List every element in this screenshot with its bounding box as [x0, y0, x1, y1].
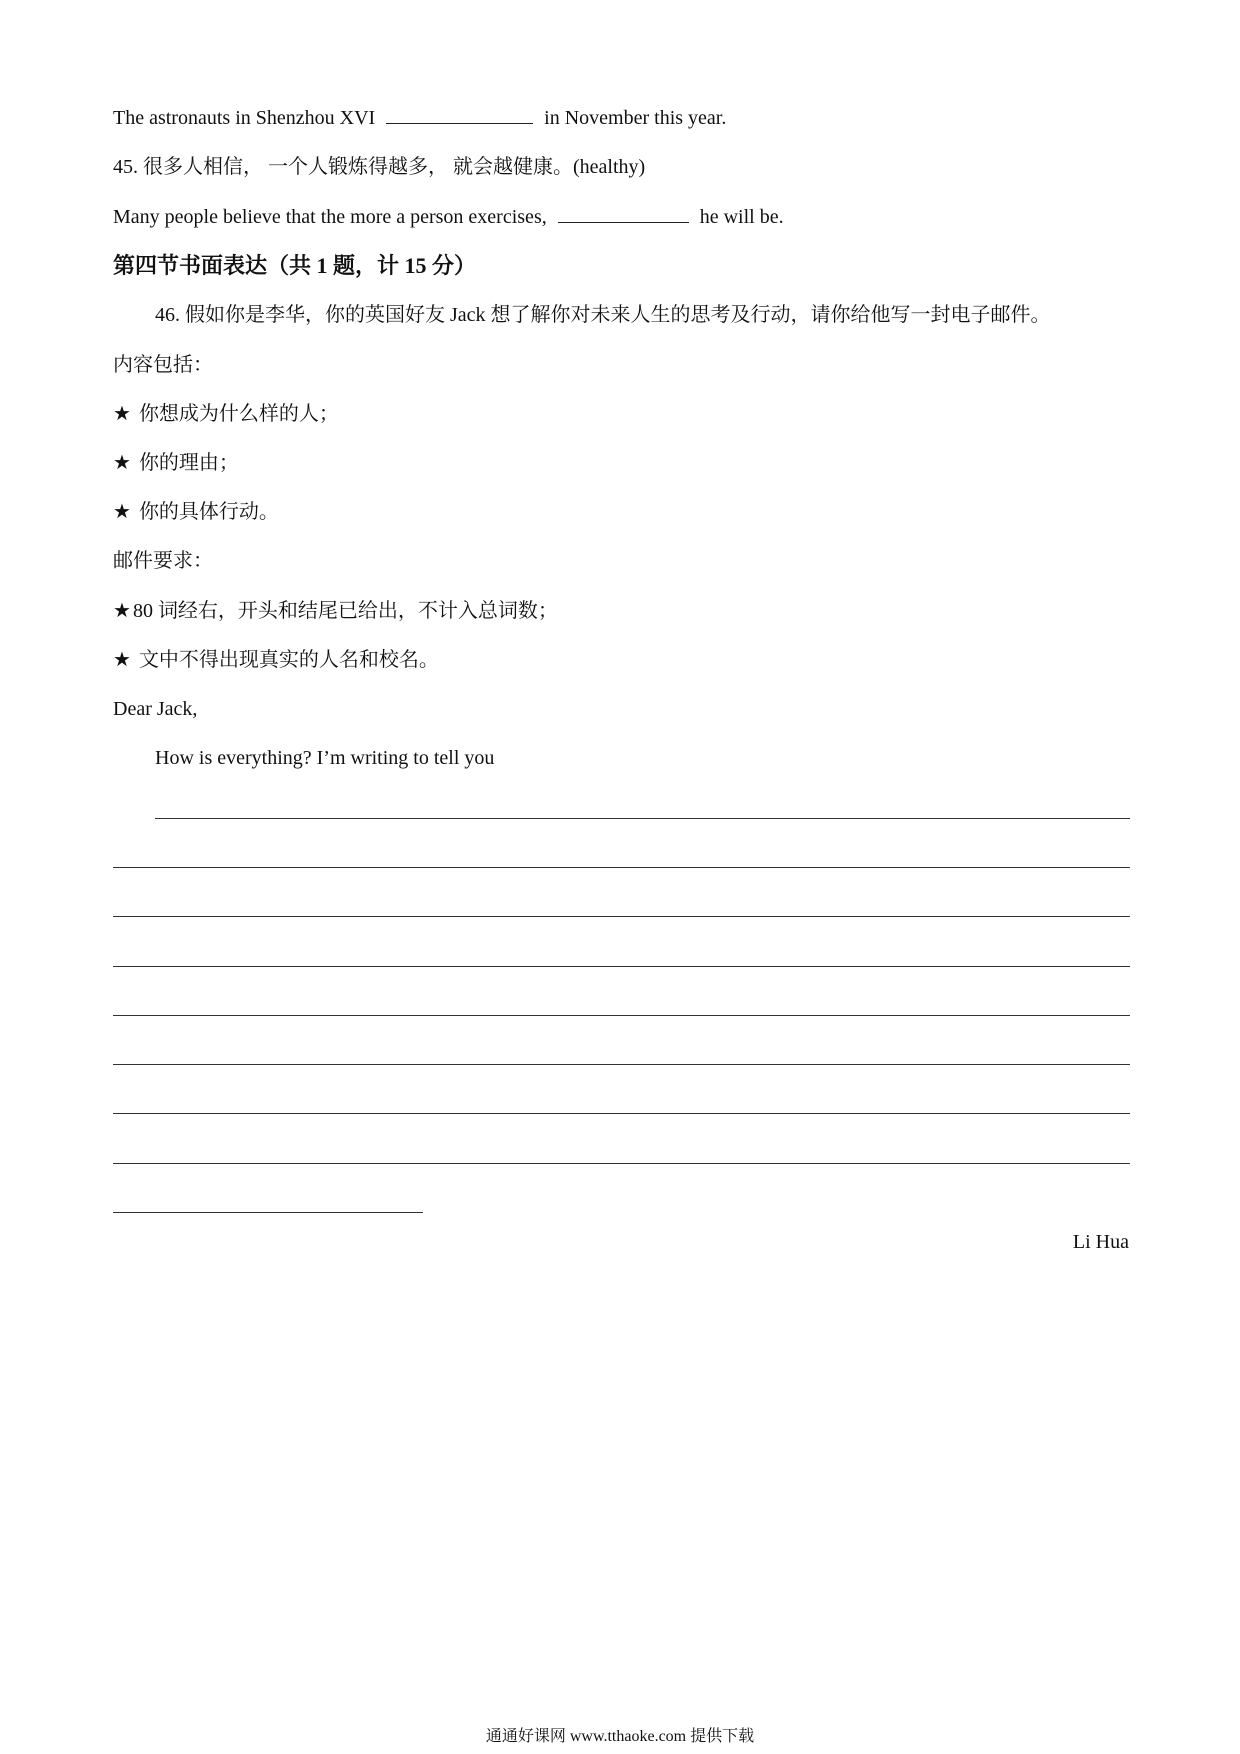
- requirement-item-text: 80 词经右，开头和结尾已给出，不计入总词数；: [132, 600, 558, 622]
- writing-line[interactable]: [113, 966, 1130, 967]
- writing-line-short[interactable]: [113, 1212, 423, 1213]
- q44-after: in November this year.: [544, 107, 727, 129]
- requirement-item-text: 文中不得出现真实的人名和校名。: [138, 649, 439, 671]
- star-icon: ★: [113, 403, 131, 425]
- writing-line[interactable]: [113, 867, 1130, 868]
- q45-before: Many people believe that the more a person exercises,: [113, 206, 547, 228]
- content-heading: 内容包括：: [113, 354, 213, 376]
- writing-line[interactable]: [113, 1113, 1130, 1114]
- writing-line[interactable]: [113, 1015, 1130, 1016]
- q45-answer-blank[interactable]: [558, 204, 689, 223]
- star-icon: ★: [113, 501, 131, 523]
- letter-greeting: Dear Jack,: [113, 698, 198, 720]
- content-item-text: 你想成为什么样的人；: [138, 403, 339, 425]
- q45-sentence: [113, 203, 784, 231]
- writing-line[interactable]: [113, 1163, 1130, 1164]
- q44-answer-blank[interactable]: [386, 105, 533, 124]
- letter-opening: How is everything? I’m writing to tell you: [155, 747, 495, 769]
- star-icon: ★: [113, 452, 131, 474]
- content-item: [113, 498, 279, 526]
- requirement-item: [113, 597, 558, 625]
- star-icon: ★: [113, 649, 131, 671]
- content-item-text: 你的具体行动。: [138, 501, 279, 523]
- section-heading: 第四节书面表达（共 1 题，计 15 分）: [113, 253, 477, 278]
- writing-line[interactable]: [113, 916, 1130, 917]
- letter-signature: Li Hua: [1072, 1231, 1129, 1253]
- q44-sentence: [113, 104, 726, 132]
- writing-line[interactable]: [113, 1064, 1130, 1065]
- writing-line[interactable]: [155, 818, 1130, 819]
- q45-after: he will be.: [699, 206, 784, 228]
- content-item-text: 你的理由；: [138, 452, 239, 474]
- requirement-item: [113, 646, 439, 674]
- q45-prompt: 45. 很多人相信， 一个人锻炼得越多， 就会越健康。(healthy): [113, 156, 646, 178]
- content-item: [113, 400, 339, 428]
- content-item: [113, 449, 239, 477]
- requirements-heading: 邮件要求：: [113, 550, 213, 572]
- page-footer: 通通好课网 www.tthaoke.com 提供下载: [485, 1728, 755, 1745]
- q46-task: 46. 假如你是李华，你的英国好友 Jack 想了解你对未来人生的思考及行动，请你给他写一封电子邮件。: [155, 304, 1051, 326]
- q44-before: The astronauts in Shenzhou XVI: [113, 107, 376, 129]
- star-icon: ★: [113, 600, 131, 622]
